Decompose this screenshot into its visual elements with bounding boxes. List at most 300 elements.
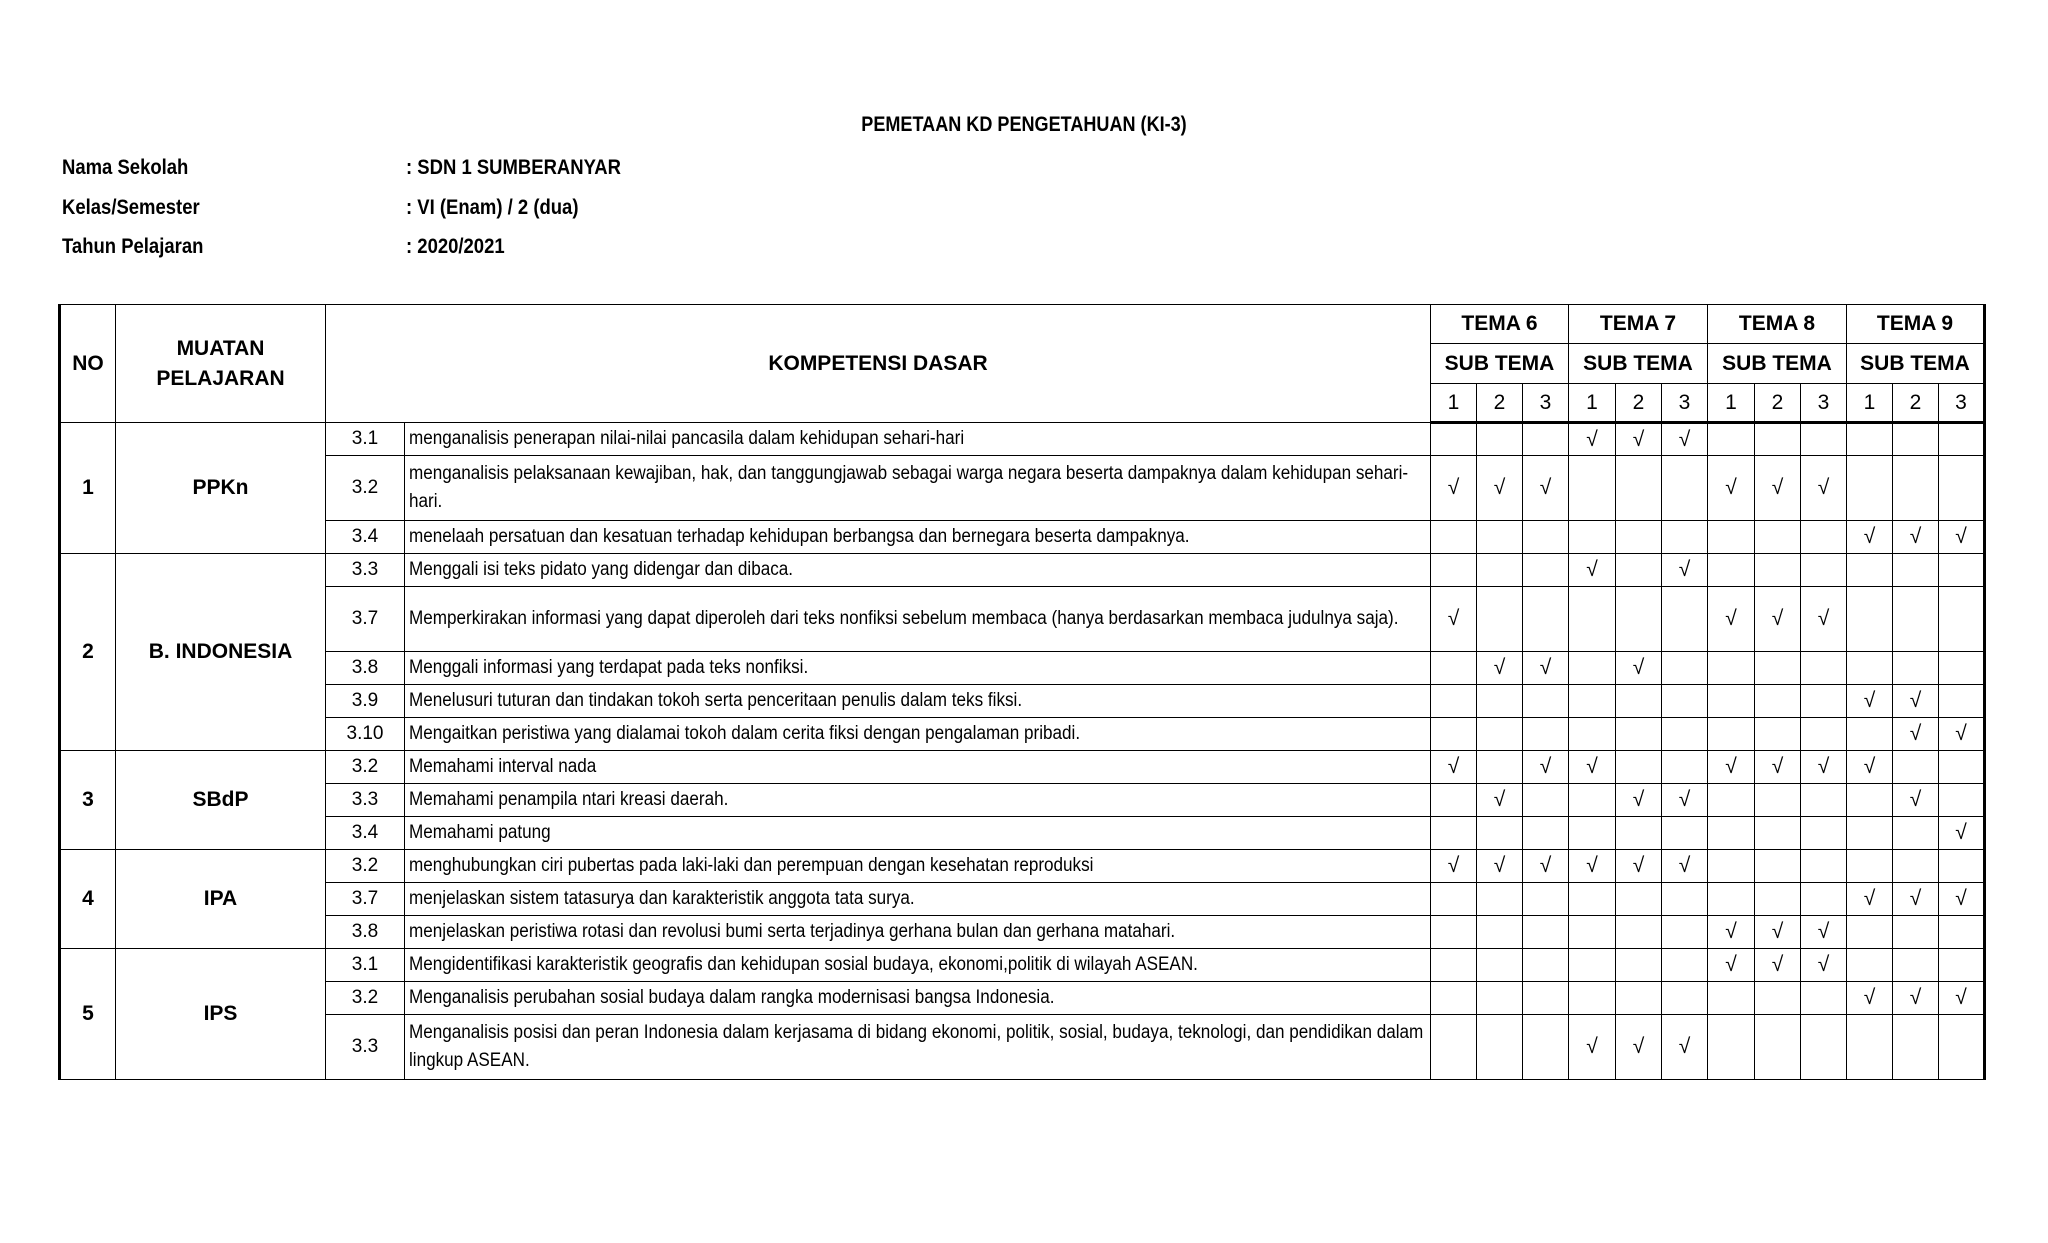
- checkmark-icon: √: [1632, 788, 1645, 811]
- checkmark-icon: √: [1493, 788, 1506, 811]
- checkmark-cell: [1569, 718, 1616, 751]
- checkmark-icon: √: [1586, 427, 1598, 451]
- checkmark-cell: [1523, 423, 1569, 456]
- checkmark-cell: [1755, 751, 1801, 784]
- checkmark-cell: [1801, 423, 1847, 456]
- checkmark-cell: [1616, 685, 1662, 718]
- checkmark-cell: [1755, 718, 1801, 751]
- checkmark-cell: [1431, 718, 1477, 751]
- checkmark-cell: [1847, 652, 1893, 685]
- table-row: [60, 916, 1985, 949]
- checkmark-cell: [1755, 817, 1801, 850]
- kd-description: [405, 652, 1431, 685]
- checkmark-icon: √: [1955, 986, 1967, 1009]
- checkmark-cell: [1939, 587, 1985, 652]
- checkmark-cell: [1893, 456, 1939, 521]
- kd-description: [405, 521, 1431, 554]
- kd-description-text: Menelusuri tuturan dan tindakan tokoh serta penceritaan penulis dalam teks fiksi.: [409, 690, 1023, 711]
- checkmark-cell: [1847, 850, 1893, 883]
- checkmark-cell: [1801, 456, 1847, 521]
- table-row: [60, 685, 1985, 718]
- checkmark-icon: √: [1817, 920, 1830, 943]
- checkmark-cell: [1755, 850, 1801, 883]
- table-row: [60, 817, 1985, 850]
- checkmark-cell: [1616, 850, 1662, 883]
- checkmark-icon: √: [1955, 821, 1967, 844]
- checkmark-cell: [1939, 817, 1985, 850]
- checkmark-icon: √: [1725, 920, 1737, 943]
- kd-description: [405, 554, 1431, 587]
- kd-description: [405, 1015, 1431, 1080]
- checkmark-icon: √: [1909, 689, 1922, 712]
- checkmark-icon: √: [1771, 920, 1784, 943]
- checkmark-cell: [1477, 652, 1523, 685]
- checkmark-icon: √: [1539, 854, 1552, 877]
- checkmark-icon: √: [1863, 986, 1876, 1009]
- header-tema-8: TEMA 8: [1708, 305, 1847, 344]
- table-row: [60, 982, 1985, 1015]
- checkmark-cell: [1523, 554, 1569, 587]
- kd-mapping-table: [58, 304, 1986, 1080]
- kd-code: 3.7: [326, 883, 405, 916]
- checkmark-cell: [1569, 521, 1616, 554]
- group-number: 1: [60, 423, 116, 554]
- header-subtema-number: 1: [1569, 384, 1616, 423]
- checkmark-cell: [1847, 718, 1893, 751]
- checkmark-cell: [1431, 982, 1477, 1015]
- kd-description: [405, 685, 1431, 718]
- checkmark-cell: [1893, 587, 1939, 652]
- checkmark-icon: √: [1447, 476, 1460, 499]
- checkmark-cell: [1939, 685, 1985, 718]
- checkmark-cell: [1755, 685, 1801, 718]
- header-muatan: [116, 305, 326, 423]
- header-kompetensi-dasar: KOMPETENSI DASAR: [326, 305, 1431, 423]
- checkmark-cell: [1847, 784, 1893, 817]
- checkmark-icon: √: [1632, 656, 1645, 679]
- checkmark-cell: [1662, 817, 1708, 850]
- checkmark-icon: √: [1493, 656, 1506, 679]
- kd-code: 3.8: [326, 916, 405, 949]
- table-row: [60, 587, 1985, 652]
- kd-description: [405, 817, 1431, 850]
- kd-code: 3.7: [326, 587, 405, 652]
- kd-description-text: Menganalisis posisi dan peran Indonesia dalam kerjasama di bidang ekonomi, politik, sosial, budaya, teknologi, dan pendidikan dalam lingkup ASEAN.: [409, 1022, 1424, 1071]
- checkmark-cell: [1431, 751, 1477, 784]
- checkmark-cell: [1616, 554, 1662, 587]
- checkmark-icon: √: [1771, 953, 1784, 976]
- header-subtema-number: 1: [1708, 384, 1755, 423]
- checkmark-cell: [1939, 751, 1985, 784]
- checkmark-icon: √: [1447, 755, 1460, 778]
- checkmark-icon: √: [1771, 755, 1784, 778]
- checkmark-icon: √: [1909, 986, 1922, 1009]
- table-row: [60, 554, 1985, 587]
- table-row: [60, 718, 1985, 751]
- checkmark-cell: [1755, 1015, 1801, 1080]
- kd-description-text: menganalisis pelaksanaan kewajiban, hak, dan tanggungjawab sebagai warga negara beserta dampaknya dalam kehidupan sehari-hari.: [409, 463, 1409, 512]
- checkmark-cell: [1801, 1015, 1847, 1080]
- checkmark-cell: [1708, 1015, 1755, 1080]
- header-subtema-number: 2: [1893, 384, 1939, 423]
- checkmark-icon: √: [1632, 427, 1645, 451]
- checkmark-cell: [1477, 1015, 1523, 1080]
- info-value: : SDN 1 SUMBERANYAR: [406, 156, 621, 179]
- table-row: [60, 751, 1985, 784]
- checkmark-icon: √: [1586, 558, 1598, 581]
- checkmark-cell: [1569, 784, 1616, 817]
- checkmark-cell: [1523, 949, 1569, 982]
- checkmark-cell: [1893, 949, 1939, 982]
- checkmark-cell: [1616, 587, 1662, 652]
- subject-name: B. INDONESIA: [116, 554, 326, 751]
- table-row: [60, 949, 1985, 982]
- checkmark-cell: [1477, 916, 1523, 949]
- checkmark-icon: √: [1863, 525, 1876, 548]
- checkmark-cell: [1939, 916, 1985, 949]
- checkmark-cell: [1431, 423, 1477, 456]
- checkmark-cell: [1477, 949, 1523, 982]
- checkmark-cell: [1893, 423, 1939, 456]
- kd-code: 3.2: [326, 982, 405, 1015]
- kd-code: 3.3: [326, 1015, 405, 1080]
- checkmark-icon: √: [1863, 755, 1876, 778]
- checkmark-icon: √: [1817, 755, 1830, 778]
- checkmark-icon: √: [1909, 722, 1922, 745]
- checkmark-icon: √: [1447, 854, 1460, 877]
- table-row: [60, 784, 1985, 817]
- checkmark-cell: [1662, 554, 1708, 587]
- header-subtema-number: 3: [1523, 384, 1569, 423]
- checkmark-cell: [1523, 1015, 1569, 1080]
- checkmark-cell: [1569, 554, 1616, 587]
- checkmark-cell: [1755, 456, 1801, 521]
- checkmark-cell: [1616, 751, 1662, 784]
- checkmark-cell: [1801, 587, 1847, 652]
- checkmark-cell: [1477, 456, 1523, 521]
- checkmark-cell: [1523, 718, 1569, 751]
- header-subtema-number: 1: [1847, 384, 1893, 423]
- checkmark-cell: [1569, 587, 1616, 652]
- checkmark-cell: [1847, 982, 1893, 1015]
- checkmark-cell: [1939, 521, 1985, 554]
- checkmark-cell: [1847, 456, 1893, 521]
- checkmark-cell: [1801, 652, 1847, 685]
- checkmark-icon: √: [1678, 788, 1691, 811]
- header-subtema-number: 3: [1801, 384, 1847, 423]
- checkmark-cell: [1939, 456, 1985, 521]
- table-row: [60, 850, 1985, 883]
- kd-description-text: Memperkirakan informasi yang dapat diperoleh dari teks nonfiksi sebelum membaca (hanya berdasarkan membaca judulnya saja).: [409, 608, 1399, 629]
- checkmark-cell: [1431, 652, 1477, 685]
- kd-description-text: Memahami penampila ntari kreasi daerah.: [409, 789, 729, 810]
- checkmark-cell: [1431, 456, 1477, 521]
- checkmark-cell: [1431, 916, 1477, 949]
- table-row: [60, 423, 1985, 456]
- kd-code: 3.4: [326, 817, 405, 850]
- checkmark-cell: [1847, 883, 1893, 916]
- checkmark-cell: [1569, 685, 1616, 718]
- checkmark-icon: √: [1955, 525, 1967, 548]
- group-number: 4: [60, 850, 116, 949]
- checkmark-cell: [1616, 521, 1662, 554]
- header-subtema-number: 2: [1616, 384, 1662, 423]
- checkmark-icon: √: [1586, 854, 1598, 877]
- checkmark-cell: [1523, 982, 1569, 1015]
- checkmark-cell: [1662, 982, 1708, 1015]
- checkmark-cell: [1708, 652, 1755, 685]
- header-subtema-number: 3: [1939, 384, 1985, 423]
- checkmark-icon: √: [1817, 476, 1830, 499]
- checkmark-cell: [1939, 982, 1985, 1015]
- table-row: [60, 883, 1985, 916]
- checkmark-cell: [1939, 850, 1985, 883]
- subject-name: IPA: [116, 850, 326, 949]
- checkmark-cell: [1893, 982, 1939, 1015]
- checkmark-cell: [1662, 587, 1708, 652]
- checkmark-cell: [1616, 1015, 1662, 1080]
- checkmark-icon: √: [1817, 607, 1830, 630]
- table-row: [60, 652, 1985, 685]
- kd-code: 3.1: [326, 423, 405, 456]
- checkmark-icon: √: [1493, 854, 1506, 877]
- table-row: [60, 456, 1985, 521]
- checkmark-cell: [1662, 883, 1708, 916]
- checkmark-cell: [1662, 423, 1708, 456]
- kd-description: [405, 587, 1431, 652]
- info-label: Tahun Pelajaran: [62, 235, 204, 258]
- checkmark-cell: [1477, 521, 1523, 554]
- checkmark-cell: [1755, 554, 1801, 587]
- kd-description: [405, 423, 1431, 456]
- checkmark-cell: [1708, 718, 1755, 751]
- checkmark-icon: √: [1586, 1035, 1598, 1058]
- checkmark-cell: [1708, 949, 1755, 982]
- checkmark-cell: [1523, 456, 1569, 521]
- checkmark-cell: [1708, 751, 1755, 784]
- checkmark-cell: [1939, 949, 1985, 982]
- checkmark-icon: √: [1447, 607, 1460, 630]
- header-tema-9: TEMA 9: [1847, 305, 1985, 344]
- checkmark-cell: [1708, 521, 1755, 554]
- subject-name: PPKn: [116, 423, 326, 554]
- header-subtema-number: 3: [1662, 384, 1708, 423]
- header-subtema: SUB TEMA: [1847, 344, 1985, 384]
- checkmark-icon: √: [1909, 887, 1922, 910]
- checkmark-cell: [1616, 652, 1662, 685]
- checkmark-icon: √: [1539, 755, 1552, 778]
- kd-description: [405, 850, 1431, 883]
- checkmark-cell: [1477, 554, 1523, 587]
- checkmark-cell: [1477, 718, 1523, 751]
- checkmark-cell: [1939, 883, 1985, 916]
- checkmark-cell: [1662, 652, 1708, 685]
- kd-description-text: menganalisis penerapan nilai-nilai pancasila dalam kehidupan sehari-hari: [409, 428, 965, 449]
- checkmark-icon: √: [1955, 887, 1967, 910]
- kd-description-text: menjelaskan peristiwa rotasi dan revolusi bumi serta terjadinya gerhana bulan dan gerhana matahari.: [409, 921, 1176, 942]
- checkmark-cell: [1616, 883, 1662, 916]
- kd-description-text: Memahami interval nada: [409, 756, 597, 777]
- kd-description: [405, 456, 1431, 521]
- group-number: 2: [60, 554, 116, 751]
- checkmark-cell: [1847, 751, 1893, 784]
- checkmark-cell: [1569, 949, 1616, 982]
- checkmark-cell: [1523, 883, 1569, 916]
- checkmark-cell: [1755, 784, 1801, 817]
- checkmark-cell: [1893, 817, 1939, 850]
- checkmark-cell: [1569, 817, 1616, 850]
- kd-description: [405, 718, 1431, 751]
- checkmark-cell: [1755, 587, 1801, 652]
- header-muatan-text: MUATAN PELAJARAN: [156, 336, 285, 390]
- checkmark-cell: [1939, 1015, 1985, 1080]
- kd-description-text: menelaah persatuan dan kesatuan terhadap kehidupan berbangsa dan bernegara beserta dampaknya.: [409, 526, 1190, 547]
- header-subtema: SUB TEMA: [1708, 344, 1847, 384]
- header-subtema-number: 2: [1755, 384, 1801, 423]
- checkmark-cell: [1523, 521, 1569, 554]
- checkmark-icon: √: [1678, 427, 1691, 451]
- checkmark-cell: [1708, 587, 1755, 652]
- checkmark-cell: [1569, 751, 1616, 784]
- checkmark-cell: [1755, 521, 1801, 554]
- checkmark-cell: [1893, 652, 1939, 685]
- info-value: : VI (Enam) / 2 (dua): [406, 196, 579, 219]
- checkmark-cell: [1431, 521, 1477, 554]
- checkmark-cell: [1523, 652, 1569, 685]
- checkmark-icon: √: [1725, 953, 1737, 976]
- checkmark-icon: √: [1678, 1035, 1691, 1058]
- checkmark-cell: [1708, 456, 1755, 521]
- page-title: PEMETAAN KD PENGETAHUAN (KI-3): [861, 113, 1187, 136]
- info-value: : 2020/2021: [406, 235, 505, 258]
- checkmark-cell: [1939, 718, 1985, 751]
- checkmark-cell: [1431, 685, 1477, 718]
- checkmark-icon: √: [1909, 525, 1922, 548]
- checkmark-cell: [1708, 423, 1755, 456]
- kd-description-text: menjelaskan sistem tatasurya dan karakteristik anggota tata surya.: [409, 888, 915, 909]
- checkmark-cell: [1477, 850, 1523, 883]
- checkmark-cell: [1708, 883, 1755, 916]
- checkmark-cell: [1616, 784, 1662, 817]
- checkmark-cell: [1431, 949, 1477, 982]
- checkmark-cell: [1431, 1015, 1477, 1080]
- checkmark-cell: [1755, 982, 1801, 1015]
- checkmark-cell: [1523, 685, 1569, 718]
- checkmark-cell: [1801, 718, 1847, 751]
- checkmark-cell: [1569, 652, 1616, 685]
- checkmark-cell: [1847, 521, 1893, 554]
- checkmark-cell: [1708, 554, 1755, 587]
- checkmark-cell: [1523, 850, 1569, 883]
- header-subtema: SUB TEMA: [1569, 344, 1708, 384]
- checkmark-icon: √: [1909, 788, 1922, 811]
- checkmark-cell: [1431, 587, 1477, 652]
- group-number: 3: [60, 751, 116, 850]
- kd-code: 3.10: [326, 718, 405, 751]
- header-subtema-number: 1: [1431, 384, 1477, 423]
- checkmark-icon: √: [1771, 607, 1784, 630]
- checkmark-cell: [1847, 916, 1893, 949]
- kd-code: 3.2: [326, 751, 405, 784]
- info-label: Kelas/Semester: [62, 196, 200, 219]
- checkmark-cell: [1939, 784, 1985, 817]
- subject-name: SBdP: [116, 751, 326, 850]
- kd-description: [405, 784, 1431, 817]
- checkmark-cell: [1523, 784, 1569, 817]
- header-tema-6: TEMA 6: [1431, 305, 1569, 344]
- checkmark-cell: [1569, 982, 1616, 1015]
- checkmark-cell: [1893, 883, 1939, 916]
- checkmark-cell: [1893, 554, 1939, 587]
- header-row-themes: [60, 305, 1985, 344]
- checkmark-cell: [1431, 554, 1477, 587]
- checkmark-cell: [1431, 850, 1477, 883]
- checkmark-cell: [1662, 1015, 1708, 1080]
- checkmark-cell: [1616, 982, 1662, 1015]
- checkmark-cell: [1616, 916, 1662, 949]
- checkmark-cell: [1801, 850, 1847, 883]
- checkmark-cell: [1755, 949, 1801, 982]
- header-tema-7: TEMA 7: [1569, 305, 1708, 344]
- checkmark-cell: [1569, 423, 1616, 456]
- checkmark-cell: [1708, 982, 1755, 1015]
- kd-description: [405, 916, 1431, 949]
- checkmark-cell: [1801, 916, 1847, 949]
- checkmark-cell: [1801, 784, 1847, 817]
- checkmark-cell: [1523, 587, 1569, 652]
- checkmark-cell: [1847, 587, 1893, 652]
- checkmark-cell: [1801, 883, 1847, 916]
- kd-description-text: Menggali isi teks pidato yang didengar dan dibaca.: [409, 559, 794, 580]
- checkmark-cell: [1616, 456, 1662, 521]
- checkmark-cell: [1523, 751, 1569, 784]
- checkmark-icon: √: [1863, 689, 1876, 712]
- checkmark-icon: √: [1493, 476, 1506, 499]
- kd-code: 3.3: [326, 784, 405, 817]
- checkmark-cell: [1662, 718, 1708, 751]
- checkmark-cell: [1893, 685, 1939, 718]
- kd-description: [405, 949, 1431, 982]
- checkmark-icon: √: [1678, 558, 1691, 581]
- checkmark-icon: √: [1539, 656, 1552, 679]
- checkmark-cell: [1662, 850, 1708, 883]
- kd-description-text: menghubungkan ciri pubertas pada laki-laki dan perempuan dengan kesehatan reproduksi: [409, 855, 1094, 876]
- kd-description-text: Memahami patung: [409, 822, 551, 843]
- checkmark-cell: [1662, 685, 1708, 718]
- checkmark-cell: [1477, 982, 1523, 1015]
- checkmark-cell: [1616, 423, 1662, 456]
- checkmark-cell: [1662, 751, 1708, 784]
- kd-code: 3.2: [326, 850, 405, 883]
- checkmark-cell: [1755, 883, 1801, 916]
- checkmark-cell: [1477, 751, 1523, 784]
- checkmark-cell: [1847, 1015, 1893, 1080]
- checkmark-cell: [1477, 883, 1523, 916]
- checkmark-cell: [1431, 883, 1477, 916]
- checkmark-cell: [1477, 423, 1523, 456]
- checkmark-cell: [1939, 554, 1985, 587]
- checkmark-cell: [1801, 554, 1847, 587]
- subject-name: IPS: [116, 949, 326, 1080]
- checkmark-cell: [1569, 1015, 1616, 1080]
- kd-code: 3.9: [326, 685, 405, 718]
- checkmark-icon: √: [1632, 854, 1645, 877]
- checkmark-icon: √: [1817, 953, 1830, 976]
- header-no: NO: [60, 305, 116, 423]
- checkmark-cell: [1616, 718, 1662, 751]
- kd-description: [405, 883, 1431, 916]
- checkmark-icon: √: [1771, 476, 1784, 499]
